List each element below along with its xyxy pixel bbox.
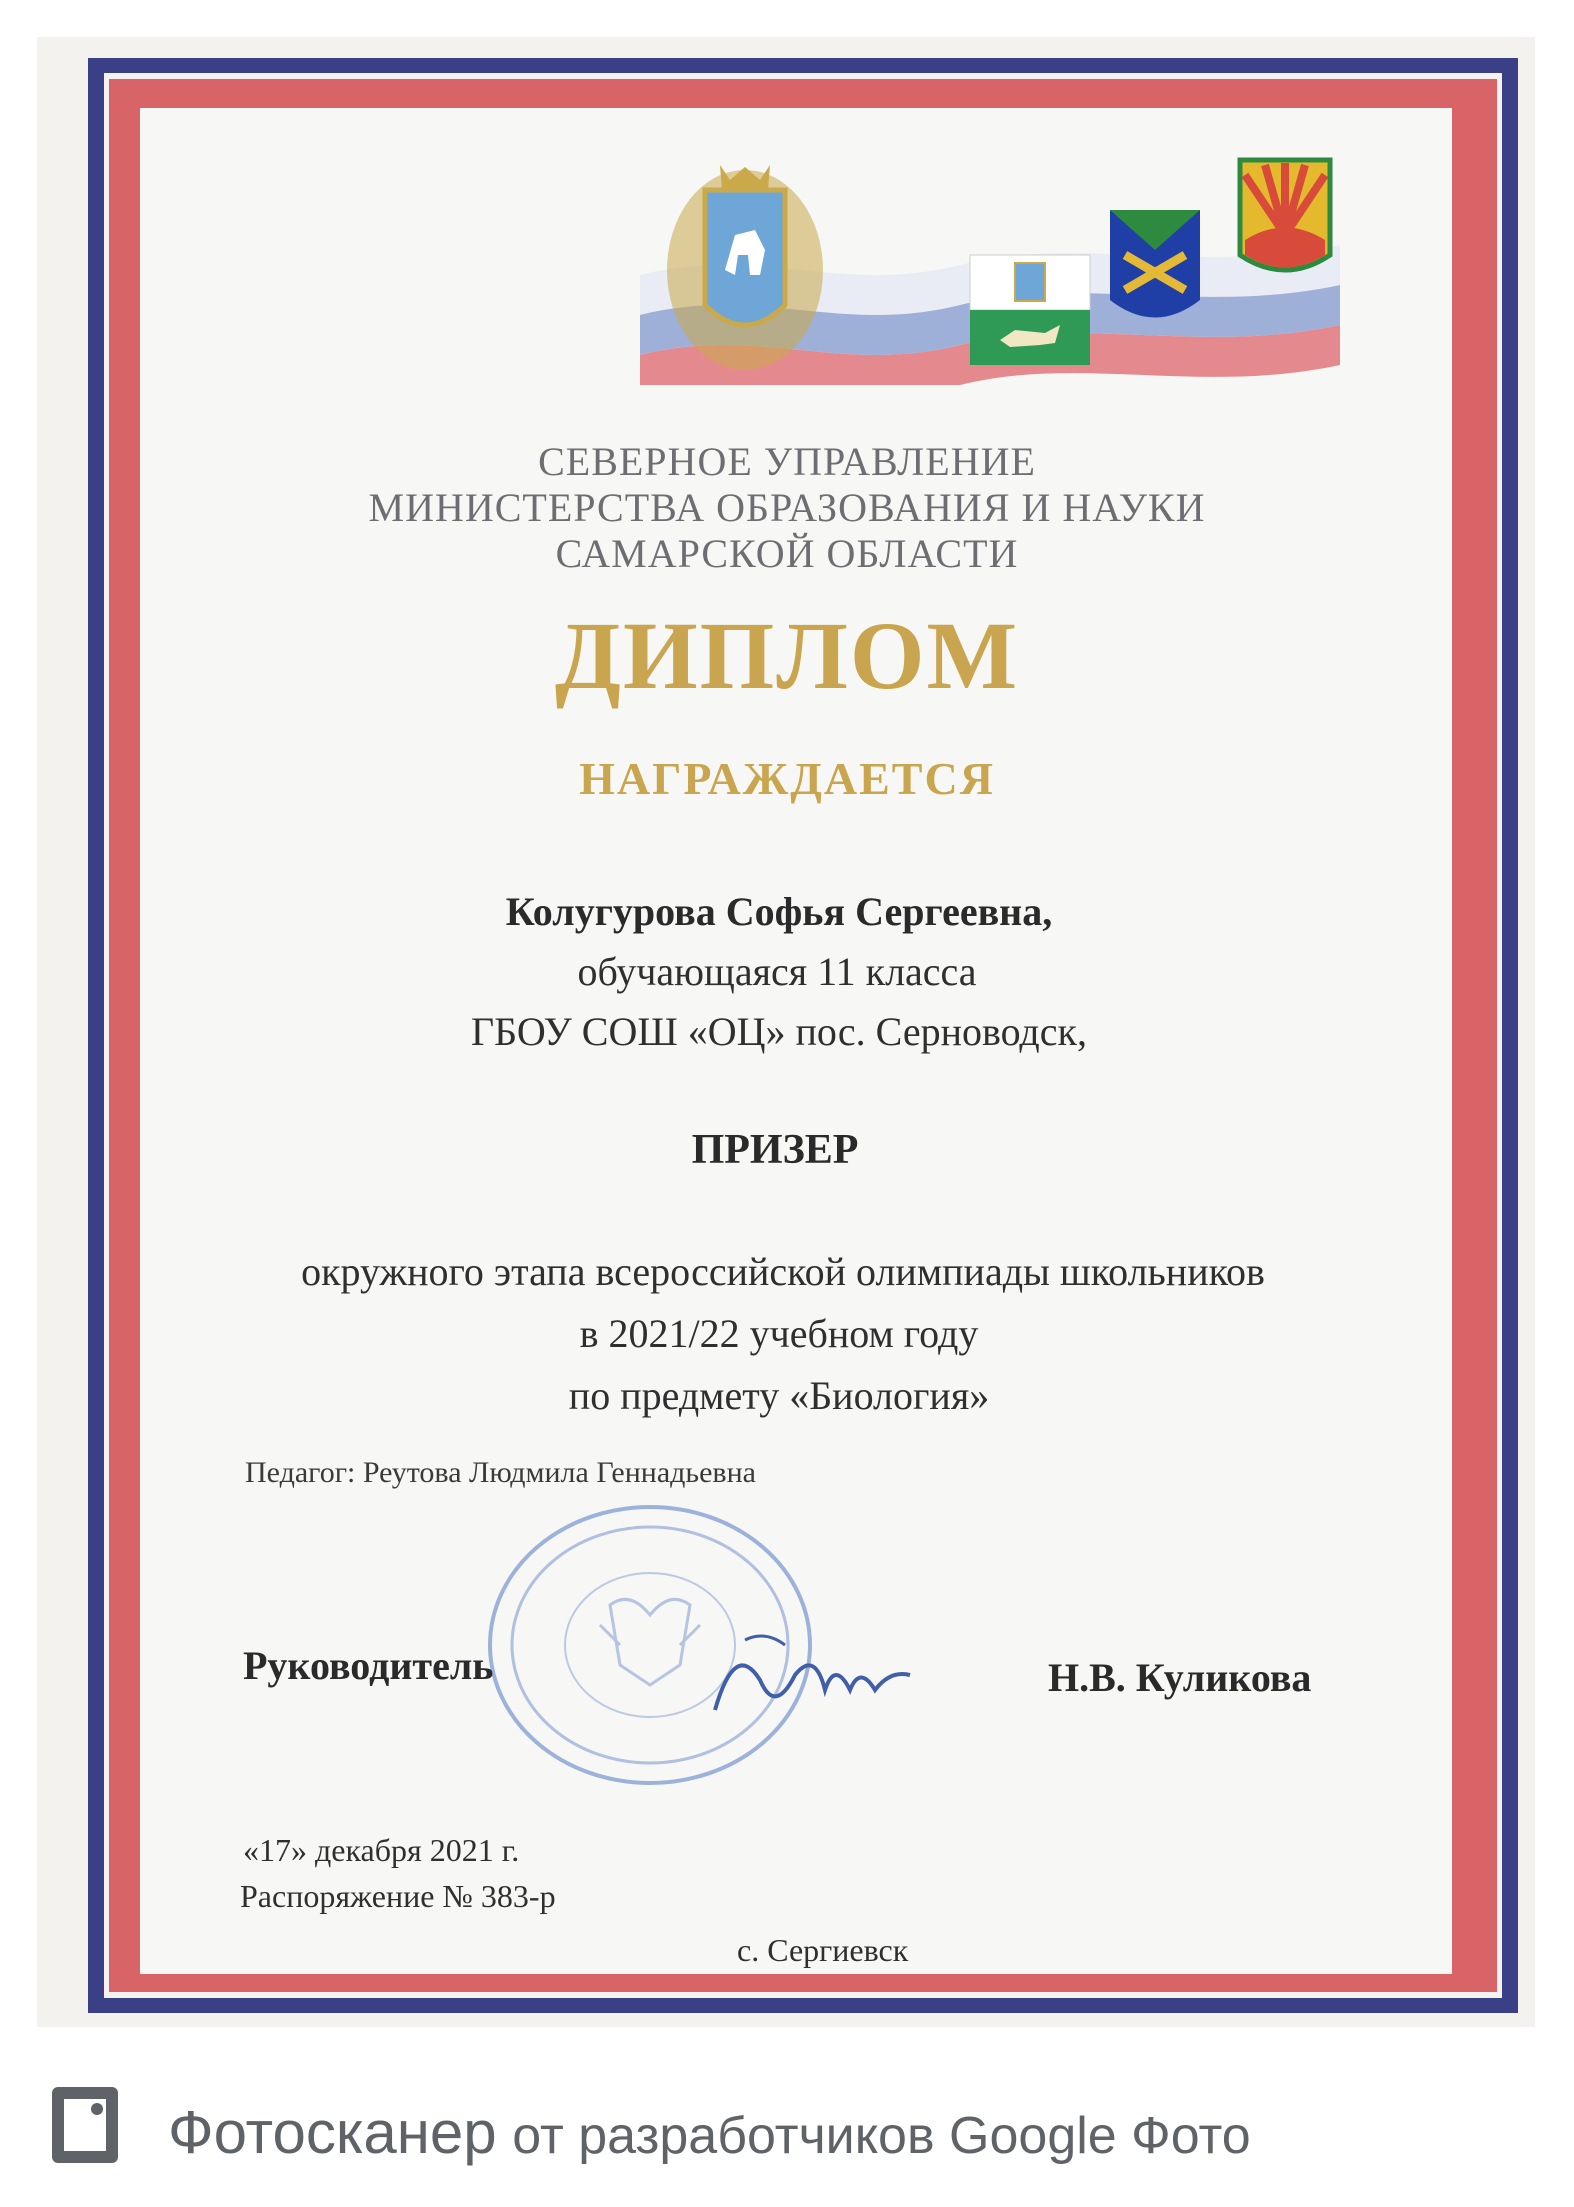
recipient-grade: обучающаяся 11 класса (577, 949, 977, 994)
event-line-2: в 2021/22 учебном году (579, 1311, 979, 1356)
award-title: ПРИЗЕР (691, 1127, 859, 1173)
org-line-1: СЕВЕРНОЕ УПРАВЛЕНИЕ (538, 439, 1036, 484)
event-line-1: окружного этапа всероссийской олимпиады школьников (301, 1249, 1265, 1294)
diploma-title: ДИПЛОМ (554, 602, 1020, 709)
footer-caption (168, 2098, 1251, 2167)
recipient-name: Колугурова Софья Сергеевна, (505, 889, 1053, 934)
sun-coat-of-arms-icon (1240, 160, 1330, 270)
region-flag-icon (970, 255, 1090, 365)
org-line-3: САМАРСКОЙ ОБЛАСТИ (555, 531, 1019, 576)
samara-coat-of-arms-icon (667, 165, 823, 370)
district-coat-of-arms-icon (1110, 210, 1200, 318)
teacher-line: Педагог: Реутова Людмила Геннадьевна (245, 1456, 756, 1489)
handwritten-signature (705, 1620, 925, 1740)
issue-place: с. Сергиевск (737, 1932, 909, 1968)
signature-name: Н.В. Куликова (1048, 1655, 1312, 1700)
event-line-3: по предмету «Биология» (568, 1373, 990, 1418)
recipient-school: ГБОУ СОШ «ОЦ» пос. Серноводск, (471, 1009, 1087, 1054)
order-number: Распоряжение № 383-р (240, 1878, 556, 1914)
photoscan-icon (50, 2085, 120, 2165)
org-line-2: МИНИСТЕРСТВА ОБРАЗОВАНИЯ И НАУКИ (368, 485, 1206, 530)
footer-rest: от разработчиков Google Фото (512, 2107, 1251, 2165)
emblems-banner (640, 155, 1340, 385)
awarded-subtitle: НАГРАЖДАЕТСЯ (579, 753, 995, 804)
signature-role: Руководитель (243, 1643, 494, 1688)
double-headed-eagle-icon (600, 1599, 700, 1685)
issue-date: «17» декабря 2021 г. (243, 1832, 520, 1868)
footer-brand: Фотосканер (168, 2099, 497, 2166)
